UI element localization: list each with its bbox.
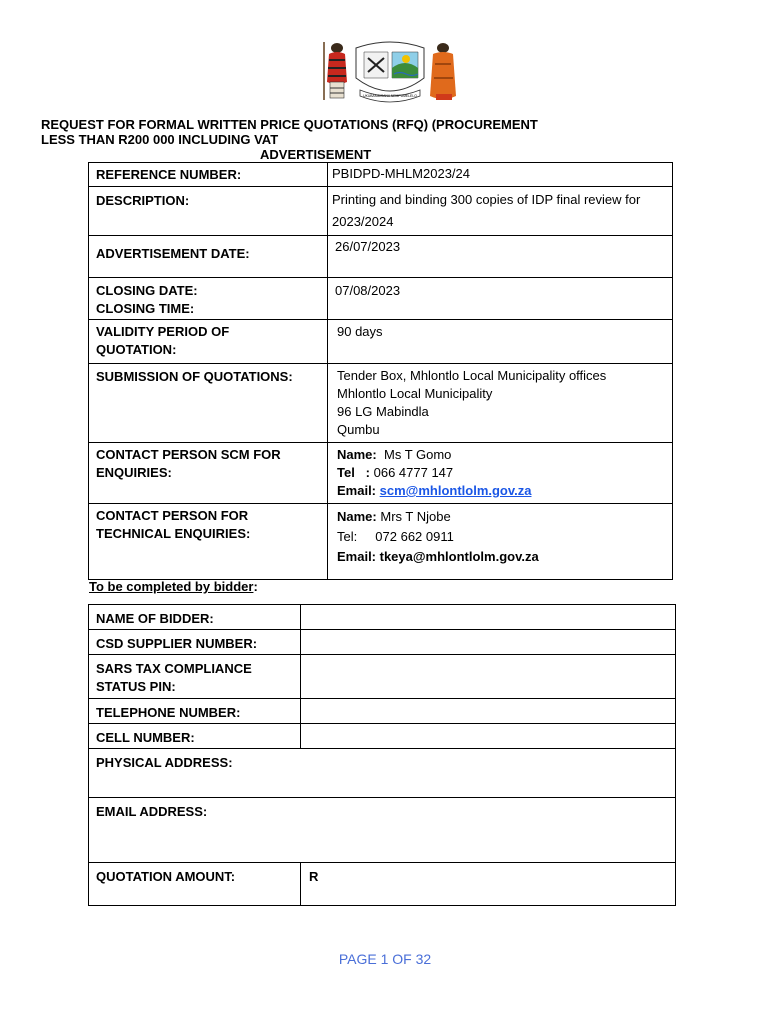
table-row: [89, 236, 673, 278]
bidder-heading-text: To be completed by bidder: [89, 579, 254, 594]
submission-line: Qumbu: [337, 422, 380, 437]
quotation-amount-label: QUOTATION AMOUNT:: [89, 863, 301, 906]
table-row: [89, 605, 676, 630]
scm-contact-label-line-1: CONTACT PERSON SCM FOR: [96, 447, 281, 462]
validity-label-line-1: VALIDITY PERIOD OF: [96, 324, 230, 339]
technical-contact-label-line-2: TECHNICAL ENQUIRIES:: [96, 526, 251, 541]
tech-name: Mrs T Njobe: [380, 509, 451, 524]
scm-contact-label-line-2: ENQUIRIES:: [96, 465, 172, 480]
tech-tel-key: Tel:: [337, 529, 358, 544]
submission-label: SUBMISSION OF QUOTATIONS:: [89, 364, 328, 443]
advertisement-table: [88, 162, 673, 580]
table-row: [89, 504, 673, 580]
table-row: [89, 630, 676, 655]
email-address-field[interactable]: [89, 798, 676, 863]
bidder-name-field[interactable]: [301, 605, 676, 630]
scm-name-key: Name:: [337, 447, 377, 462]
telephone-field[interactable]: [301, 699, 676, 724]
tech-name-key: Name:: [337, 509, 377, 524]
table-row: [89, 278, 673, 320]
scm-contact-value: [328, 443, 673, 504]
description-value: [328, 187, 673, 236]
sars-pin-label-line-1: SARS TAX COMPLIANCE: [96, 661, 252, 676]
cell-field[interactable]: [301, 724, 676, 749]
submission-line: Tender Box, Mhlontlo Local Municipality offices: [337, 368, 607, 383]
csd-number-field[interactable]: [301, 630, 676, 655]
crest-motto: UKUBAMBISANA NEMPUMELELO: [363, 94, 417, 98]
quotation-amount-prefix: R: [309, 869, 319, 884]
sars-pin-label-line-2: STATUS PIN:: [96, 679, 176, 694]
tech-email: Email: tkeya@mhlontlolm.gov.za: [337, 549, 539, 564]
physical-address-label: PHYSICAL ADDRESS:: [96, 755, 233, 770]
submission-line: 96 LG Mabindla: [337, 404, 429, 419]
tech-tel: 072 662 0911: [375, 529, 454, 544]
scm-name: Ms T Gomo: [383, 447, 452, 462]
bidder-heading-colon: :: [253, 579, 258, 594]
table-row: [89, 443, 673, 504]
closing-date-label: CLOSING DATE:: [96, 283, 198, 298]
csd-number-label: CSD SUPPLIER NUMBER:: [89, 630, 301, 655]
validity-label-line-2: QUOTATION:: [96, 342, 177, 357]
closing-label: [89, 278, 328, 320]
document-title: [41, 117, 641, 162]
municipal-crest-logo: [320, 38, 460, 106]
description-label: DESCRIPTION:: [89, 187, 328, 236]
table-row: [89, 749, 676, 798]
bidder-details-table: [88, 604, 676, 906]
description-line-2: 2023/2024: [332, 214, 394, 229]
advertisement-date-label: ADVERTISEMENT DATE:: [89, 236, 328, 278]
scm-tel: 066 4777 147: [373, 465, 454, 480]
bidder-section-heading: [89, 579, 258, 594]
submission-line: Mhlontlo Local Municipality: [337, 386, 493, 401]
title-line-2: LESS THAN R200 000 INCLUDING VAT: [41, 132, 279, 147]
table-row: [89, 724, 676, 749]
technical-contact-label-line-1: CONTACT PERSON FOR: [96, 508, 249, 523]
page-number: PAGE 1 OF 32: [338, 951, 432, 967]
reference-label: REFERENCE NUMBER:: [89, 163, 328, 187]
validity-label: [89, 320, 328, 364]
table-row: [89, 798, 676, 863]
scm-contact-label: [89, 443, 328, 504]
submission-value: [328, 364, 673, 443]
closing-date-value: 07/08/2023: [328, 278, 673, 320]
scm-tel-key: Tel :: [337, 465, 370, 480]
telephone-label: TELEPHONE NUMBER:: [89, 699, 301, 724]
physical-address-field[interactable]: [89, 749, 676, 798]
bidder-name-label: NAME OF BIDDER:: [89, 605, 301, 630]
technical-contact-label: [89, 504, 328, 580]
table-row: [89, 364, 673, 443]
advertisement-date-value: 26/07/2023: [328, 236, 673, 278]
quotation-amount-field[interactable]: [301, 863, 676, 906]
reference-value: PBIDPD-MHLM2023/24: [328, 163, 673, 187]
technical-contact-value: [328, 504, 673, 580]
cell-label: CELL NUMBER:: [89, 724, 301, 749]
title-line-3: ADVERTISEMENT: [260, 147, 372, 162]
table-row: [89, 163, 673, 187]
table-row: [89, 863, 676, 906]
validity-value: 90 days: [328, 320, 673, 364]
table-row: [89, 187, 673, 236]
closing-time-label: CLOSING TIME:: [96, 301, 195, 316]
scm-email-key: Email:: [337, 483, 377, 498]
sars-pin-label: [89, 655, 301, 699]
table-row: [89, 320, 673, 364]
sars-pin-field[interactable]: [301, 655, 676, 699]
description-line-1: Printing and binding 300 copies of IDP final review for: [332, 192, 641, 207]
email-address-label: EMAIL ADDRESS:: [96, 804, 208, 819]
table-row: [89, 699, 676, 724]
scm-email-link[interactable]: scm@mhlontlolm.gov.za: [379, 483, 532, 498]
table-row: [89, 655, 676, 699]
title-line-1: REQUEST FOR FORMAL WRITTEN PRICE QUOTATIONS (RFQ) (PROCUREMENT: [41, 117, 538, 132]
